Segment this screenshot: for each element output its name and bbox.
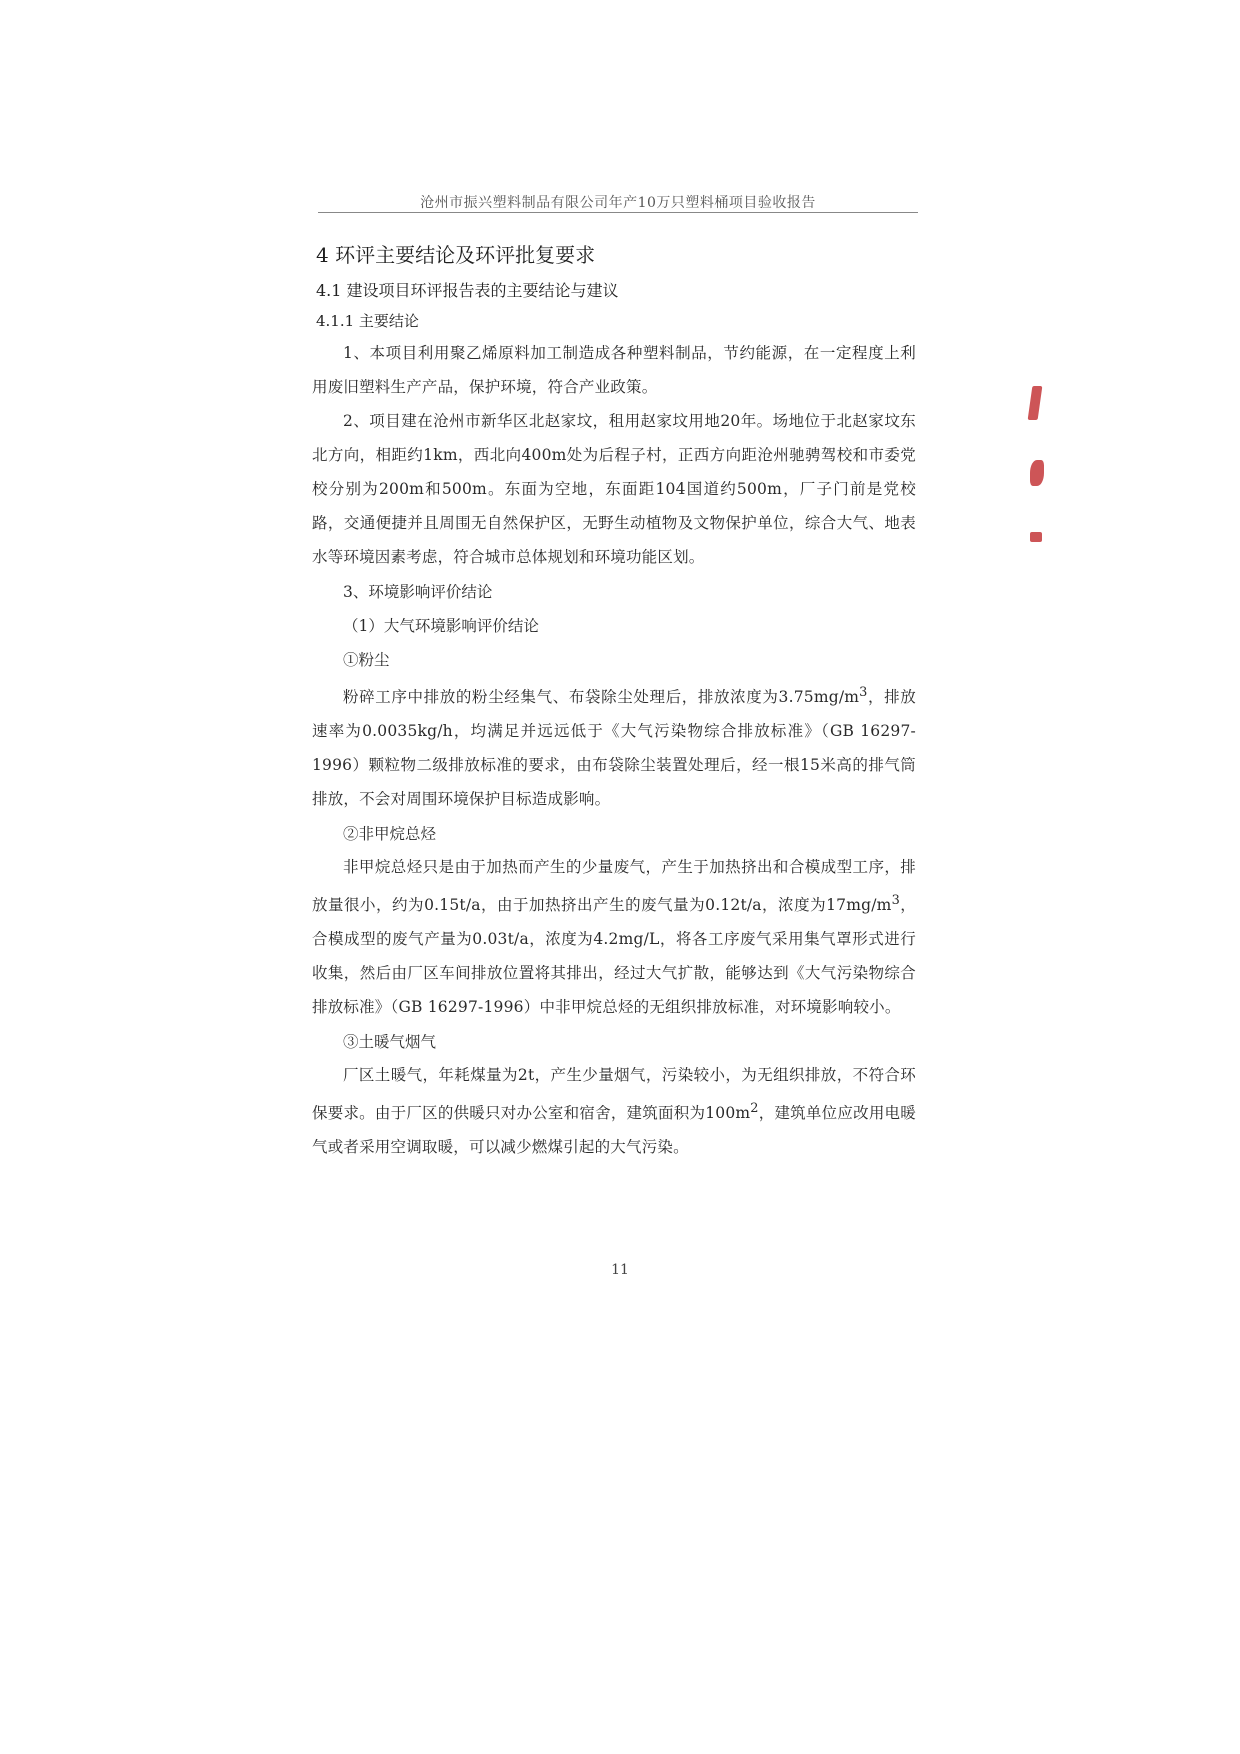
- nmhc-label: ②非甲烷总烃: [343, 825, 437, 844]
- dust-label: ①粉尘: [343, 651, 390, 669]
- subsection-title: 4.1 建设项目环评报告表的主要结论与建议: [316, 281, 619, 300]
- header-rule: [318, 212, 918, 213]
- nmhc-text-b: ，合模成型的废气产量为0.03t/a，浓度为4.2mg/L，将各工序废气采用集气罩形式进行收集，然后由厂区车间排放位置将其排出，经过大气扩散，能够达到《大气污染物综合排放标准》（GB 16297-1996）中非甲烷总烃的无组织排放标准，对环境影响较小。: [312, 896, 916, 1017]
- dust-text-b: ，排放速率为0.0035kg/h，均满足并远远低于《大气污染物综合排放标准》（GB 16297-1996）颗粒物二级排放标准的要求，由布袋除尘装置处理后，经一根15米高的排气筒排放，不会对周围环境保护目标造成影响。: [312, 688, 916, 809]
- dust-paragraph: [312, 676, 916, 816]
- stamp-fragment-1: [1028, 386, 1043, 420]
- dust-text-a: 粉碎工序中排放的粉尘经集气、布袋除尘处理后，排放浓度为3.75mg/m: [343, 688, 860, 707]
- heating-superscript: 2: [750, 1101, 759, 1117]
- page-content: [312, 240, 916, 1164]
- paragraph-2: 2、项目建在沧州市新华区北赵家坟，租用赵家坟用地20年。场地位于北赵家坟东北方向，相距约1km，西北向400m处为后程子村，正西方向距沧州驰骋驾校和市委党校分别为200m和500m。东面为空地，东面距104国道约500m，厂子门前是党校路，交通便捷并且周围无自然保护区，无野生动植物及文物保护单位，综合大气、地表水等环境因素考虑，符合城市总体规划和环境功能区划。: [312, 412, 916, 566]
- page-number: 11: [611, 1262, 629, 1278]
- nmhc-text-a: 非甲烷总烃只是由于加热而产生的少量废气，产生于加热挤出和合模成型工序，排放量很小，约为0.15t/a，由于加热挤出产生的废气量为0.12t/a，浓度为17mg/m: [312, 858, 916, 915]
- stamp-fragment-2: [1030, 460, 1044, 486]
- paragraph-1: 1、本项目利用聚乙烯原料加工制造成各种塑料制品，节约能源，在一定程度上利用废旧塑料生产产品，保护环境，符合产业政策。: [312, 344, 916, 396]
- heating-label: ③土暖气烟气: [343, 1033, 437, 1052]
- stamp-fragment-3: [1030, 532, 1042, 542]
- nmhc-superscript: 3: [891, 893, 900, 909]
- section-title: 4 环评主要结论及环评批复要求: [316, 243, 596, 267]
- subsubsection-title: 4.1.1 主要结论: [316, 312, 419, 330]
- paragraph-3-1-label: （1）大气环境影响评价结论: [343, 617, 539, 635]
- nmhc-paragraph: [312, 850, 916, 1024]
- dust-superscript: 3: [859, 685, 868, 700]
- paragraph-3-label: 3、环境影响评价结论: [343, 583, 493, 601]
- heating-text-a: 厂区土暖气，年耗煤量为2t，产生少量烟气，污染较小，为无组织排放，不符合环保要求。由于厂区的供暖只对办公室和宿舍，建筑面积为100m: [312, 1066, 916, 1123]
- heating-paragraph: [312, 1058, 916, 1164]
- heating-text-b: ，建筑单位应改用电暖气或者采用空调取暖，可以减少燃煤引起的大气污染。: [312, 1104, 916, 1157]
- running-header: 沧州市振兴塑料制品有限公司年产10万只塑料桶项目验收报告: [420, 195, 816, 211]
